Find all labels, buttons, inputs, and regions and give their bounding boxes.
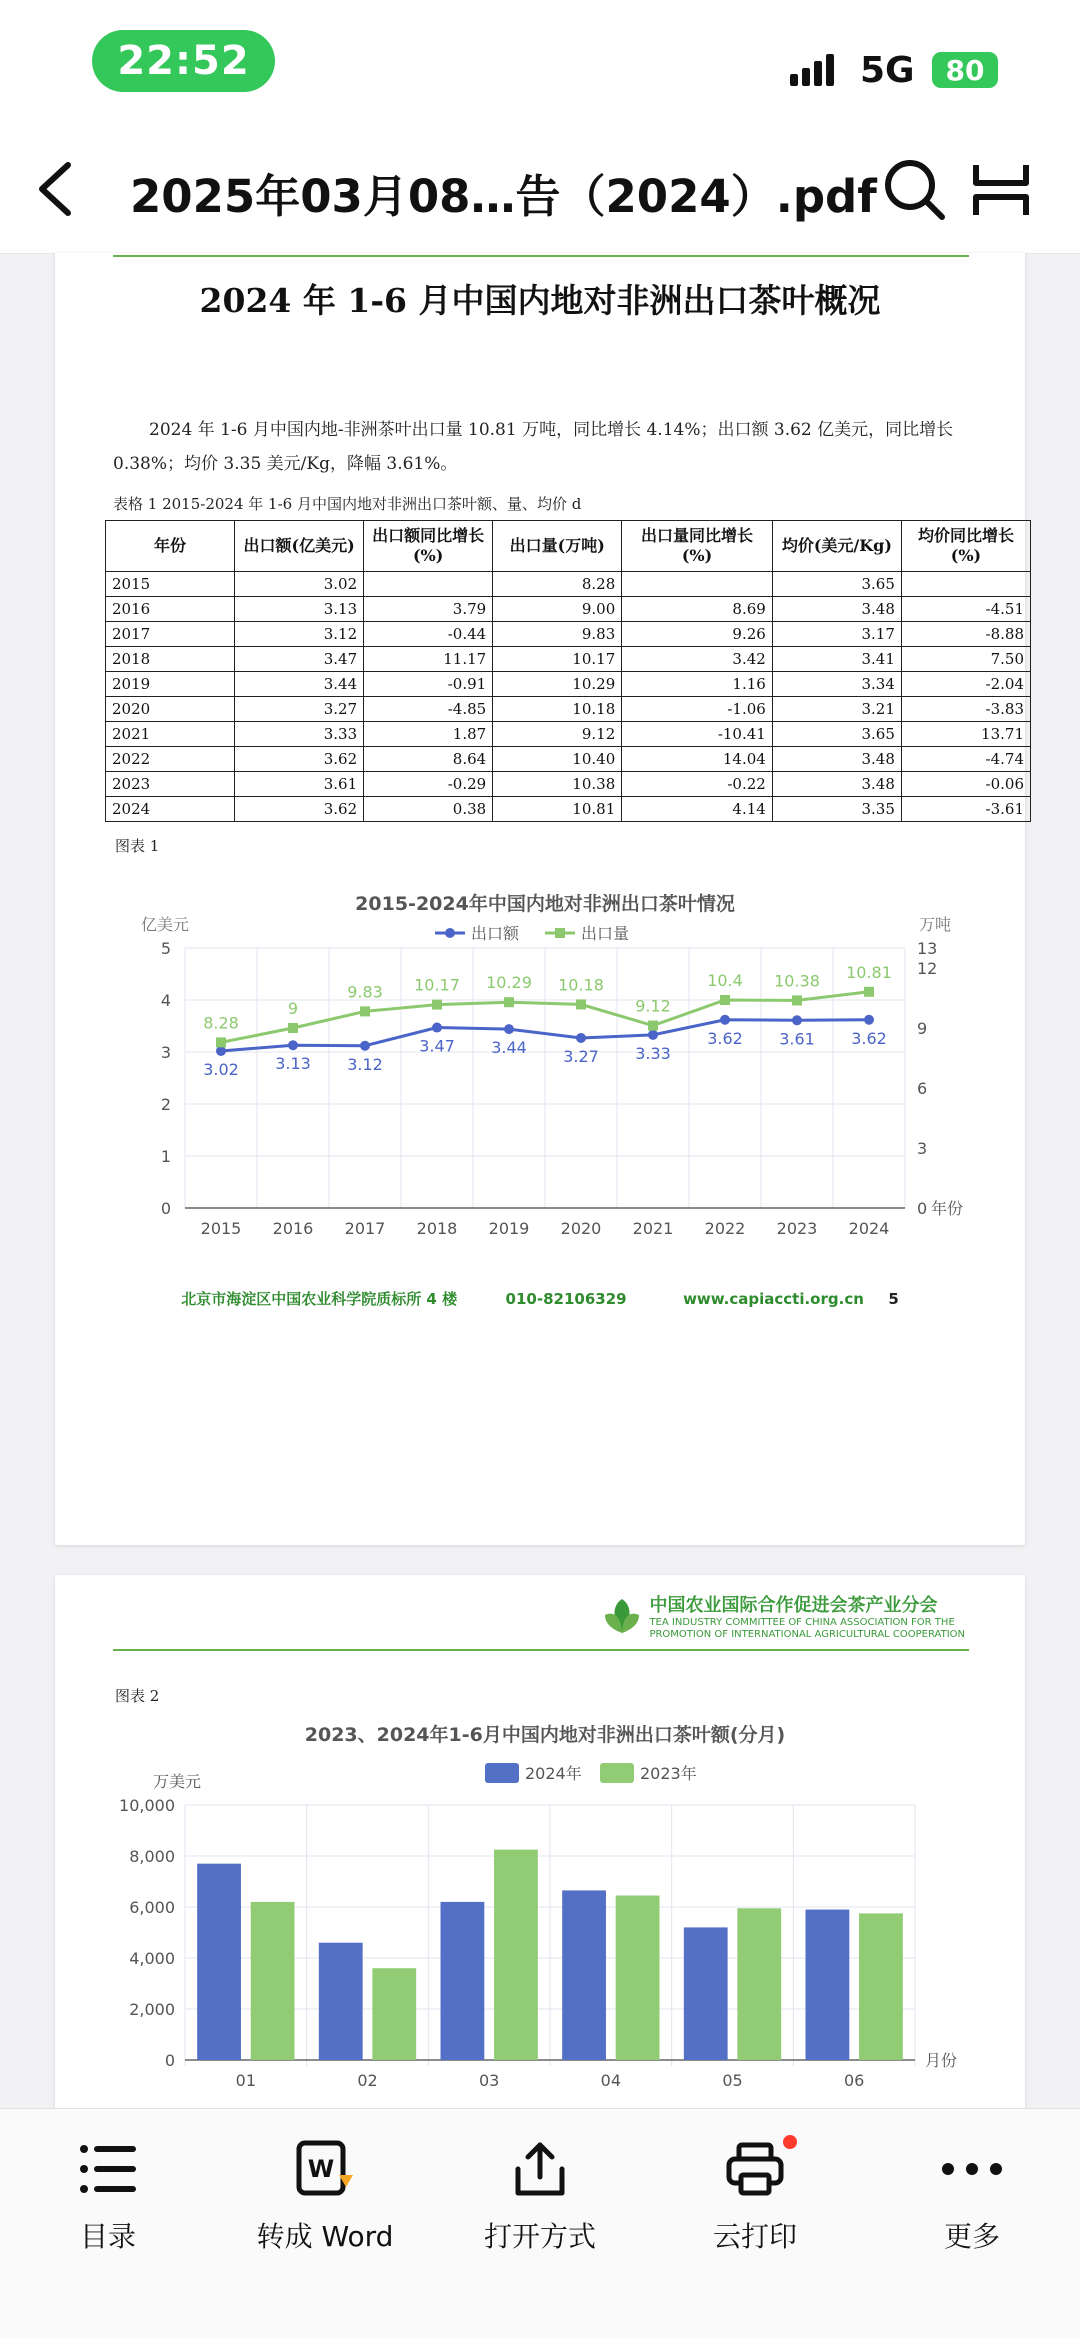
left-tick-label: 3 — [160, 1043, 171, 1062]
table-cell: 3.21 — [772, 697, 901, 722]
notification-dot — [783, 2135, 797, 2149]
data-label: 10.38 — [774, 971, 820, 991]
table-cell: 3.47 — [235, 647, 364, 672]
more-icon — [940, 2161, 1004, 2177]
table-caption: 表格 1 2015-2024 年 1-6 月中国内地对非洲出口茶叶额、量、均价 d — [113, 495, 582, 513]
table-cell: 10.40 — [493, 747, 622, 772]
figure-label-2: 图表 2 — [115, 1687, 160, 1705]
table-cell: -4.74 — [901, 747, 1030, 772]
table-cell: 3.42 — [622, 647, 773, 672]
data-label: 3.62 — [707, 1028, 743, 1048]
bar-chart — [105, 1715, 985, 2135]
data-point — [432, 1023, 442, 1033]
page-number: 5 — [888, 1290, 899, 1308]
printer-icon — [725, 2141, 785, 2197]
table-cell — [622, 572, 773, 597]
table-row — [106, 597, 1031, 622]
table-cell: 9.26 — [622, 622, 773, 647]
x-tick-label: 04 — [600, 2071, 622, 2090]
table-cell: 3.34 — [772, 672, 901, 697]
data-label: 3.47 — [419, 1036, 455, 1056]
bar-2024 — [197, 1864, 241, 2060]
data-label: 10.81 — [846, 962, 892, 982]
table-cell: -0.44 — [364, 622, 493, 647]
table-cell: 2018 — [106, 647, 235, 672]
tea-leaf-logo-icon — [601, 1595, 643, 1637]
table-cell: -1.06 — [622, 697, 773, 722]
left-axis-unit: 亿美元 — [140, 915, 190, 934]
table-header-cell: 年份 — [106, 521, 235, 572]
table-cell: -4.85 — [364, 697, 493, 722]
table-cell: 3.48 — [772, 772, 901, 797]
y-tick-label: 8,000 — [129, 1847, 175, 1866]
back-icon[interactable] — [28, 157, 88, 221]
data-point — [576, 999, 586, 1009]
table-cell: -0.22 — [622, 772, 773, 797]
table-cell: 3.62 — [235, 747, 364, 772]
right-tick-label: 13 — [917, 939, 938, 958]
data-label: 3.12 — [347, 1054, 383, 1074]
table-cell — [364, 572, 493, 597]
x-tick-label: 2022 — [704, 1219, 746, 1238]
table-cell: 3.65 — [772, 722, 901, 747]
legend-label: 2023年 — [640, 1764, 697, 1783]
page-title: 2024 年 1-6 月中国内地对非洲出口茶叶概况 — [199, 281, 881, 320]
summary-paragraph: 2024 年 1-6 月中国内地-非洲茶叶出口量 10.81 万吨，同比增长 4.14%；出口额 3.62 亿美元，同比增长 0.38%；均价 3.35 美元/Kg，降幅 3.61%。 — [113, 420, 954, 474]
table-cell: -2.04 — [901, 672, 1030, 697]
bar-2023 — [859, 1913, 903, 2060]
table-header-cell: 均价同比增长(%) — [901, 521, 1030, 572]
header-rule-2 — [113, 1649, 969, 1651]
table-cell: 3.62 — [235, 797, 364, 822]
data-point — [648, 1021, 658, 1031]
bar-2024 — [562, 1890, 606, 2060]
logo-name-en-1: TEA INDUSTRY COMMITTEE OF CHINA ASSOCIATION FOR THE — [649, 1617, 955, 1628]
x-tick-label: 2017 — [344, 1219, 386, 1238]
table-cell: -0.29 — [364, 772, 493, 797]
status-bar — [0, 0, 1080, 125]
logo-name-en-2: PROMOTION OF INTERNATIONAL AGRICULTURAL COOPERATION — [649, 1629, 965, 1640]
figure-label: 图表 1 — [115, 837, 160, 855]
data-label: 3.44 — [491, 1038, 527, 1058]
table-row — [106, 647, 1031, 672]
bar-2024 — [806, 1910, 850, 2060]
share-icon — [510, 2139, 570, 2199]
legend-label: 出口量 — [581, 924, 630, 943]
x-tick-label: 2018 — [416, 1219, 458, 1238]
y-tick-label: 6,000 — [129, 1898, 175, 1917]
pdf-page-1[interactable] — [55, 253, 1025, 1545]
table-cell: 3.79 — [364, 597, 493, 622]
table-header-cell: 均价(美元/Kg) — [772, 521, 901, 572]
bar-2023 — [616, 1896, 660, 2060]
table-cell: 3.27 — [235, 697, 364, 722]
table-header-cell: 出口量(万吨) — [493, 521, 622, 572]
pdf-page-2[interactable] — [55, 1575, 1025, 2135]
logo-name-cn: 中国农业国际合作促进会茶产业分会 — [649, 1595, 938, 1616]
data-label: 3.02 — [203, 1059, 239, 1079]
left-tick-label: 0 — [160, 1199, 171, 1218]
data-point — [288, 1040, 298, 1050]
data-point — [720, 1015, 730, 1025]
table-cell: -4.51 — [901, 597, 1030, 622]
chart-title: 2023、2024年1-6月中国内地对非洲出口茶叶额(分月) — [304, 1724, 786, 1746]
table-cell: 3.61 — [235, 772, 364, 797]
table-row — [106, 622, 1031, 647]
data-label: 9.12 — [635, 996, 671, 1016]
table-cell: 8.69 — [622, 597, 773, 622]
table-cell: 3.65 — [772, 572, 901, 597]
data-point — [864, 1015, 874, 1025]
y-tick-label: 2,000 — [129, 2000, 175, 2019]
table-row — [106, 722, 1031, 747]
right-tick-label: 3 — [917, 1139, 928, 1158]
x-tick-label: 2023 — [776, 1219, 818, 1238]
bar-2024 — [684, 1927, 728, 2060]
word-icon — [293, 2139, 357, 2199]
header-rule — [113, 255, 969, 257]
y-tick-label: 4,000 — [129, 1949, 175, 1968]
table-cell: 3.48 — [772, 747, 901, 772]
right-tick-label: 12 — [917, 959, 938, 978]
table-cell: 11.17 — [364, 647, 493, 672]
data-point — [432, 1000, 442, 1010]
table-cell: 9.12 — [493, 722, 622, 747]
data-label: 9 — [287, 999, 299, 1018]
table-cell: 3.33 — [235, 722, 364, 747]
data-label: 10.17 — [414, 975, 460, 995]
table-cell — [901, 572, 1030, 597]
table-cell: 0.38 — [364, 797, 493, 822]
table-cell: 2022 — [106, 747, 235, 772]
table-cell: 2023 — [106, 772, 235, 797]
table-cell: -0.91 — [364, 672, 493, 697]
legend-marker — [445, 928, 455, 938]
table-row — [106, 772, 1031, 797]
legend-swatch — [485, 1763, 519, 1783]
y-tick-label: 0 — [164, 2051, 175, 2070]
table-cell: 3.35 — [772, 797, 901, 822]
table-cell: 8.64 — [364, 747, 493, 772]
table-cell: 2024 — [106, 797, 235, 822]
left-tick-label: 1 — [160, 1147, 171, 1166]
more-button[interactable] — [882, 2129, 1062, 2255]
table-cell: 10.18 — [493, 697, 622, 722]
open-with-label: 打开方式 — [483, 2220, 596, 2253]
table-cell: -8.88 — [901, 622, 1030, 647]
table-cell: 7.50 — [901, 647, 1030, 672]
footer-phone: 010-82106329 — [505, 1290, 627, 1308]
data-point — [360, 1006, 370, 1016]
data-point — [720, 995, 730, 1005]
network-type: 5G — [860, 50, 915, 91]
left-tick-label: 5 — [160, 939, 171, 958]
y-tick-label: 10,000 — [119, 1796, 175, 1815]
battery-indicator: 80 — [932, 52, 998, 88]
bar-2023 — [737, 1908, 781, 2060]
table-cell: 1.16 — [622, 672, 773, 697]
table-cell: 10.29 — [493, 672, 622, 697]
bar-2024 — [441, 1902, 485, 2060]
footer-address: 北京市海淀区中国农业科学院质标所 4 楼 — [181, 1290, 458, 1308]
signal-icon — [788, 52, 848, 88]
table-cell: 1.87 — [364, 722, 493, 747]
bar-2023 — [372, 1968, 416, 2060]
table-cell: 9.00 — [493, 597, 622, 622]
x-tick-label: 2024 — [848, 1219, 890, 1238]
table-cell: 3.17 — [772, 622, 901, 647]
table-header-cell: 出口量同比增长(%) — [622, 521, 773, 572]
table-row — [106, 747, 1031, 772]
right-axis-unit: 万吨 — [918, 915, 952, 934]
footer-website: www.capiaccti.org.cn — [683, 1290, 864, 1308]
table-cell: -0.06 — [901, 772, 1030, 797]
bar-2023 — [251, 1902, 295, 2060]
x-axis-unit: 月份 — [925, 2051, 958, 2070]
convert-word-label: 转成 Word — [256, 2220, 394, 2253]
association-logo — [601, 1591, 965, 1641]
table-cell: 3.41 — [772, 647, 901, 672]
table-row — [106, 697, 1031, 722]
search-icon[interactable] — [880, 155, 948, 223]
data-point — [504, 1024, 514, 1034]
page-footer — [55, 1288, 1025, 1309]
export-data-table — [105, 520, 1031, 822]
x-tick-label: 03 — [478, 2071, 500, 2090]
x-tick-label: 2016 — [272, 1219, 314, 1238]
data-point — [792, 1015, 802, 1025]
cloud-print-label: 云打印 — [712, 2220, 797, 2253]
y-axis-unit: 万美元 — [152, 1772, 202, 1791]
chart-title: 2015-2024年中国内地对非洲出口茶叶情况 — [355, 893, 735, 915]
table-cell: 2015 — [106, 572, 235, 597]
table-row — [106, 572, 1031, 597]
data-point — [288, 1023, 298, 1033]
x-tick-label: 02 — [357, 2071, 378, 2090]
x-tick-label: 05 — [722, 2071, 743, 2090]
right-tick-label: 9 — [917, 1019, 928, 1038]
x-tick-label: 2015 — [200, 1219, 242, 1238]
table-cell: 14.04 — [622, 747, 773, 772]
data-label: 10.29 — [486, 973, 532, 993]
table-row — [106, 672, 1031, 697]
table-cell: 3.44 — [235, 672, 364, 697]
table-cell: 2017 — [106, 622, 235, 647]
more-label: 更多 — [943, 2220, 1000, 2253]
data-label: 9.83 — [347, 982, 383, 1002]
data-point — [216, 1037, 226, 1047]
table-cell: 3.02 — [235, 572, 364, 597]
table-cell: 10.38 — [493, 772, 622, 797]
table-cell: 4.14 — [622, 797, 773, 822]
table-header-cell: 出口额同比增长(%) — [364, 521, 493, 572]
data-point — [576, 1033, 586, 1043]
x-tick-label: 06 — [843, 2071, 865, 2090]
table-cell: 9.83 — [493, 622, 622, 647]
x-tick-label: 2020 — [560, 1219, 602, 1238]
table-cell: 3.13 — [235, 597, 364, 622]
legend-marker — [555, 928, 565, 938]
legend-label: 出口额 — [471, 924, 520, 943]
bar-2023 — [494, 1850, 538, 2060]
table-cell: 2021 — [106, 722, 235, 747]
toc-label: 目录 — [79, 2220, 136, 2253]
table-cell: 13.71 — [901, 722, 1030, 747]
data-point — [864, 987, 874, 997]
x-tick-label: 2019 — [488, 1219, 530, 1238]
table-cell: -10.41 — [622, 722, 773, 747]
table-row — [106, 797, 1031, 822]
list-icon — [78, 2143, 138, 2195]
table-cell: 3.12 — [235, 622, 364, 647]
status-time: 22:52 — [92, 30, 275, 92]
data-point — [792, 995, 802, 1005]
x-tick-label: 2021 — [632, 1219, 674, 1238]
left-tick-label: 4 — [160, 991, 171, 1010]
data-label: 10.4 — [707, 971, 743, 990]
table-cell: -3.83 — [901, 697, 1030, 722]
table-cell: 10.81 — [493, 797, 622, 822]
table-cell: 8.28 — [493, 572, 622, 597]
x-tick-label: 01 — [235, 2071, 257, 2090]
table-cell: 3.48 — [772, 597, 901, 622]
data-label: 3.62 — [851, 1028, 887, 1048]
legend-swatch — [600, 1763, 634, 1783]
x-axis-unit: 年份 — [931, 1199, 964, 1218]
data-label: 3.33 — [635, 1043, 671, 1063]
data-point — [504, 997, 514, 1007]
right-tick-label: 6 — [917, 1079, 928, 1098]
expand-icon[interactable] — [970, 159, 1032, 221]
table-header-cell: 出口额(亿美元) — [235, 521, 364, 572]
data-label: 3.61 — [779, 1029, 815, 1049]
bar-2024 — [319, 1943, 363, 2060]
data-label: 10.18 — [558, 975, 604, 995]
legend-label: 2024年 — [525, 1764, 582, 1783]
open-with-button[interactable] — [450, 2129, 630, 2255]
data-label: 3.13 — [275, 1054, 311, 1074]
cloud-print-button[interactable] — [665, 2129, 845, 2255]
table-cell: 2019 — [106, 672, 235, 697]
table-cell: 10.17 — [493, 647, 622, 672]
line-chart — [105, 888, 985, 1268]
toc-button[interactable] — [18, 2129, 198, 2255]
svg-text:W: W — [307, 2155, 335, 2183]
table-cell: 2016 — [106, 597, 235, 622]
data-point — [216, 1046, 226, 1056]
table-cell: -3.61 — [901, 797, 1030, 822]
convert-word-button[interactable] — [235, 2129, 415, 2255]
data-label: 3.27 — [563, 1046, 599, 1066]
bottom-toolbar — [0, 2108, 1080, 2338]
left-tick-label: 2 — [160, 1095, 171, 1114]
data-point — [648, 1030, 658, 1040]
document-title: 2025年03月08…告（2024）.pdf — [130, 170, 877, 223]
right-tick-zero: 0 — [917, 1199, 928, 1218]
table-cell: 2020 — [106, 697, 235, 722]
data-point — [360, 1041, 370, 1051]
data-label: 8.28 — [203, 1013, 239, 1033]
nav-bar — [0, 125, 1080, 254]
